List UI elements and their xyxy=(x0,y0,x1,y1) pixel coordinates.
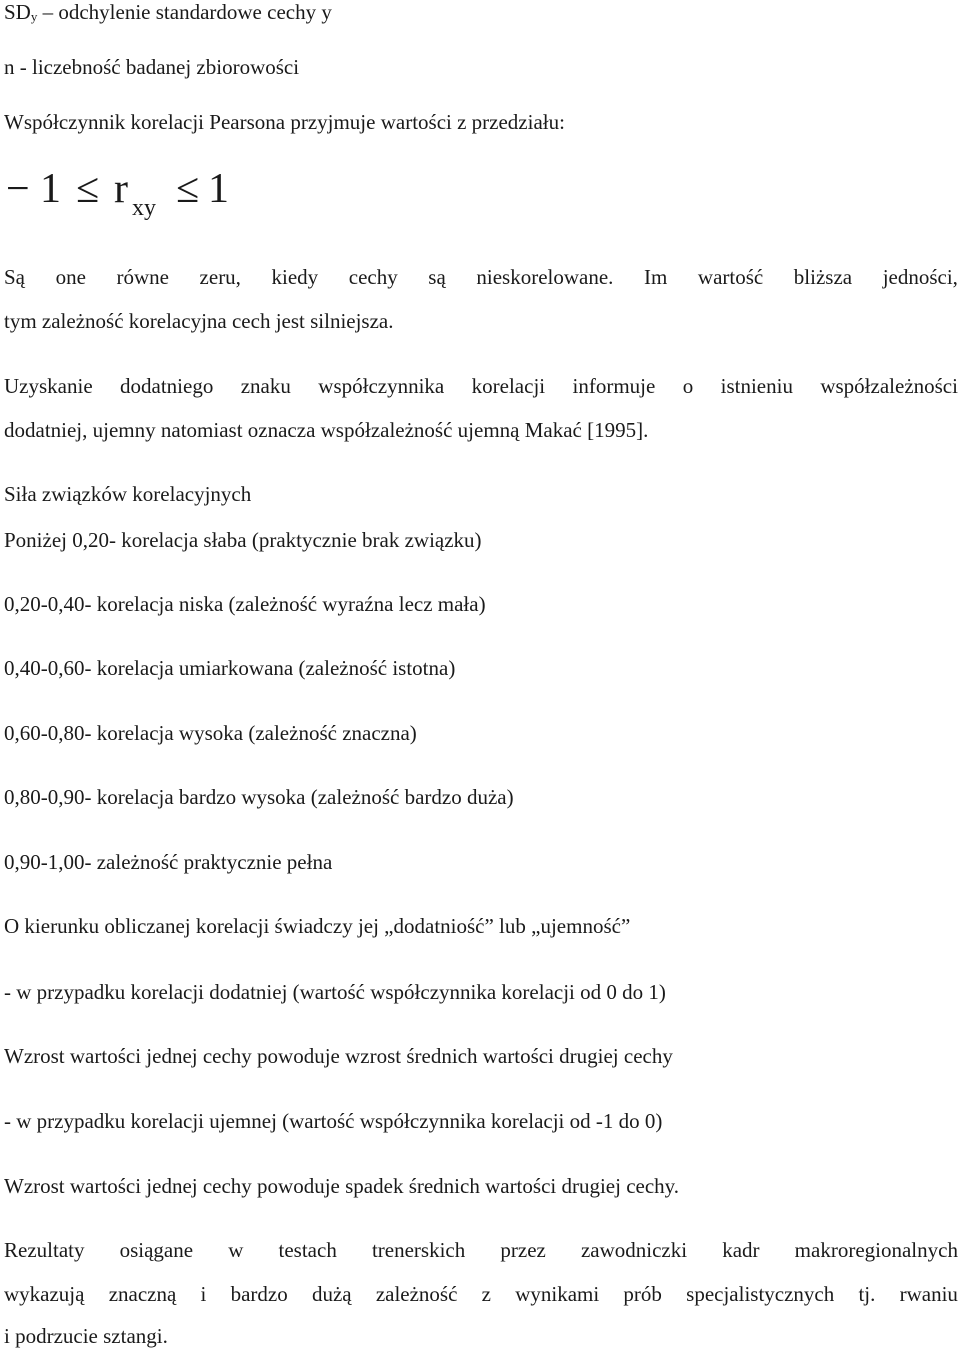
word: wykazują xyxy=(4,1282,85,1306)
word: znaczną xyxy=(108,1282,177,1306)
formula-subscript: xy xyxy=(132,195,156,221)
strength-item: Poniżej 0,20- korelacja słaba (praktycznie brak związku) xyxy=(4,528,482,552)
strength-item: 0,60-0,80- korelacja wysoka (zależność znaczna) xyxy=(4,721,417,745)
word: w xyxy=(228,1238,244,1262)
formula-leq-right: ≤ xyxy=(176,166,200,212)
negative-case: - w przypadku korelacji ujemnej (wartość współczynnika korelacji od -1 do 0) xyxy=(4,1109,663,1133)
word: wynikami xyxy=(515,1282,600,1306)
paragraph-1-line-2: tym zależność korelacyjna cech jest silniejsza. xyxy=(4,309,394,333)
n-definition: n - liczebność badanej zbiorowości xyxy=(4,55,300,79)
positive-case: - w przypadku korelacji dodatniej (wartość współczynnika korelacji od 0 do 1) xyxy=(4,980,666,1004)
formula-r: r xyxy=(114,166,128,212)
word: specjalistycznych xyxy=(686,1282,835,1306)
word: trenerskich xyxy=(371,1238,466,1262)
paragraph-2-line-1 xyxy=(4,376,958,397)
strength-item: 0,40-0,60- korelacja umiarkowana (zależność istotna) xyxy=(4,656,456,680)
word: o xyxy=(682,374,694,398)
word: dużą xyxy=(311,1282,352,1306)
positive-description: Wzrost wartości jednej cechy powoduje wzrost średnich wartości drugiej cechy xyxy=(4,1044,673,1068)
formula-minus: − xyxy=(6,166,30,212)
word: istnieniu xyxy=(720,374,793,398)
word: makroregionalnych xyxy=(794,1238,958,1262)
word: współczynnika xyxy=(318,374,445,398)
word: prób xyxy=(623,1282,662,1306)
word: zależność xyxy=(375,1282,458,1306)
formula-left-bound: 1 xyxy=(40,166,61,212)
paragraph-3-line-1 xyxy=(4,1240,958,1261)
strength-item: 0,20-0,40- korelacja niska (zależność wyraźna lecz mała) xyxy=(4,592,486,616)
word: korelacji xyxy=(471,374,546,398)
sd-symbol: SD xyxy=(4,0,31,24)
sd-definition xyxy=(4,2,332,23)
word: testach xyxy=(278,1238,337,1262)
word: kadr xyxy=(722,1238,760,1262)
word: z xyxy=(481,1282,491,1306)
word: znaku xyxy=(240,374,291,398)
word: wartość xyxy=(697,265,764,289)
word: Im xyxy=(644,265,668,289)
strength-item: 0,90-1,00- zależność praktycznie pełna xyxy=(4,850,333,874)
word: jedności, xyxy=(882,265,958,289)
word: Są xyxy=(4,265,25,289)
word: informuje xyxy=(572,374,656,398)
word: równe xyxy=(116,265,169,289)
word: bardzo xyxy=(230,1282,288,1306)
word: rwaniu xyxy=(899,1282,958,1306)
word: Rezultaty xyxy=(4,1238,85,1262)
word: nieskorelowane. xyxy=(476,265,614,289)
paragraph-2-line-2: dodatniej, ujemny natomiast oznacza współzależność ujemną Makać [1995]. xyxy=(4,418,649,442)
range-intro: Współczynnik korelacji Pearsona przyjmuje wartości z przedziału: xyxy=(4,110,565,134)
negative-description: Wzrost wartości jednej cechy powoduje spadek średnich wartości drugiej cechy. xyxy=(4,1174,680,1198)
word: tj. xyxy=(858,1282,876,1306)
sd-text: – odchylenie standardowe cechy y xyxy=(37,0,332,24)
strength-title: Siła związków korelacyjnych xyxy=(4,482,252,506)
word: cechy xyxy=(348,265,398,289)
word: one xyxy=(55,265,86,289)
paragraph-3-line-3: i podrzucie sztangi. xyxy=(4,1324,168,1348)
direction-line: O kierunku obliczanej korelacji świadczy jej „dodatniość” lub „ujemność” xyxy=(4,914,631,938)
word: bliższa xyxy=(793,265,853,289)
sd-subscript: y xyxy=(30,9,38,24)
formula-leq-left: ≤ xyxy=(76,166,100,212)
word: zawodniczki xyxy=(580,1238,688,1262)
word: kiedy xyxy=(271,265,319,289)
word: dodatniego xyxy=(120,374,214,398)
word: zeru, xyxy=(199,265,241,289)
pearson-range-formula xyxy=(6,168,266,228)
word: współzależności xyxy=(820,374,958,398)
word: Uzyskanie xyxy=(4,374,93,398)
word: przez xyxy=(500,1238,546,1262)
paragraph-1-line-1 xyxy=(4,267,958,288)
formula-right-bound: 1 xyxy=(208,166,229,212)
word: są xyxy=(428,265,446,289)
strength-item: 0,80-0,90- korelacja bardzo wysoka (zależność bardzo duża) xyxy=(4,785,514,809)
paragraph-3-line-2 xyxy=(4,1284,958,1305)
word: osiągane xyxy=(119,1238,194,1262)
word: i xyxy=(200,1282,207,1306)
